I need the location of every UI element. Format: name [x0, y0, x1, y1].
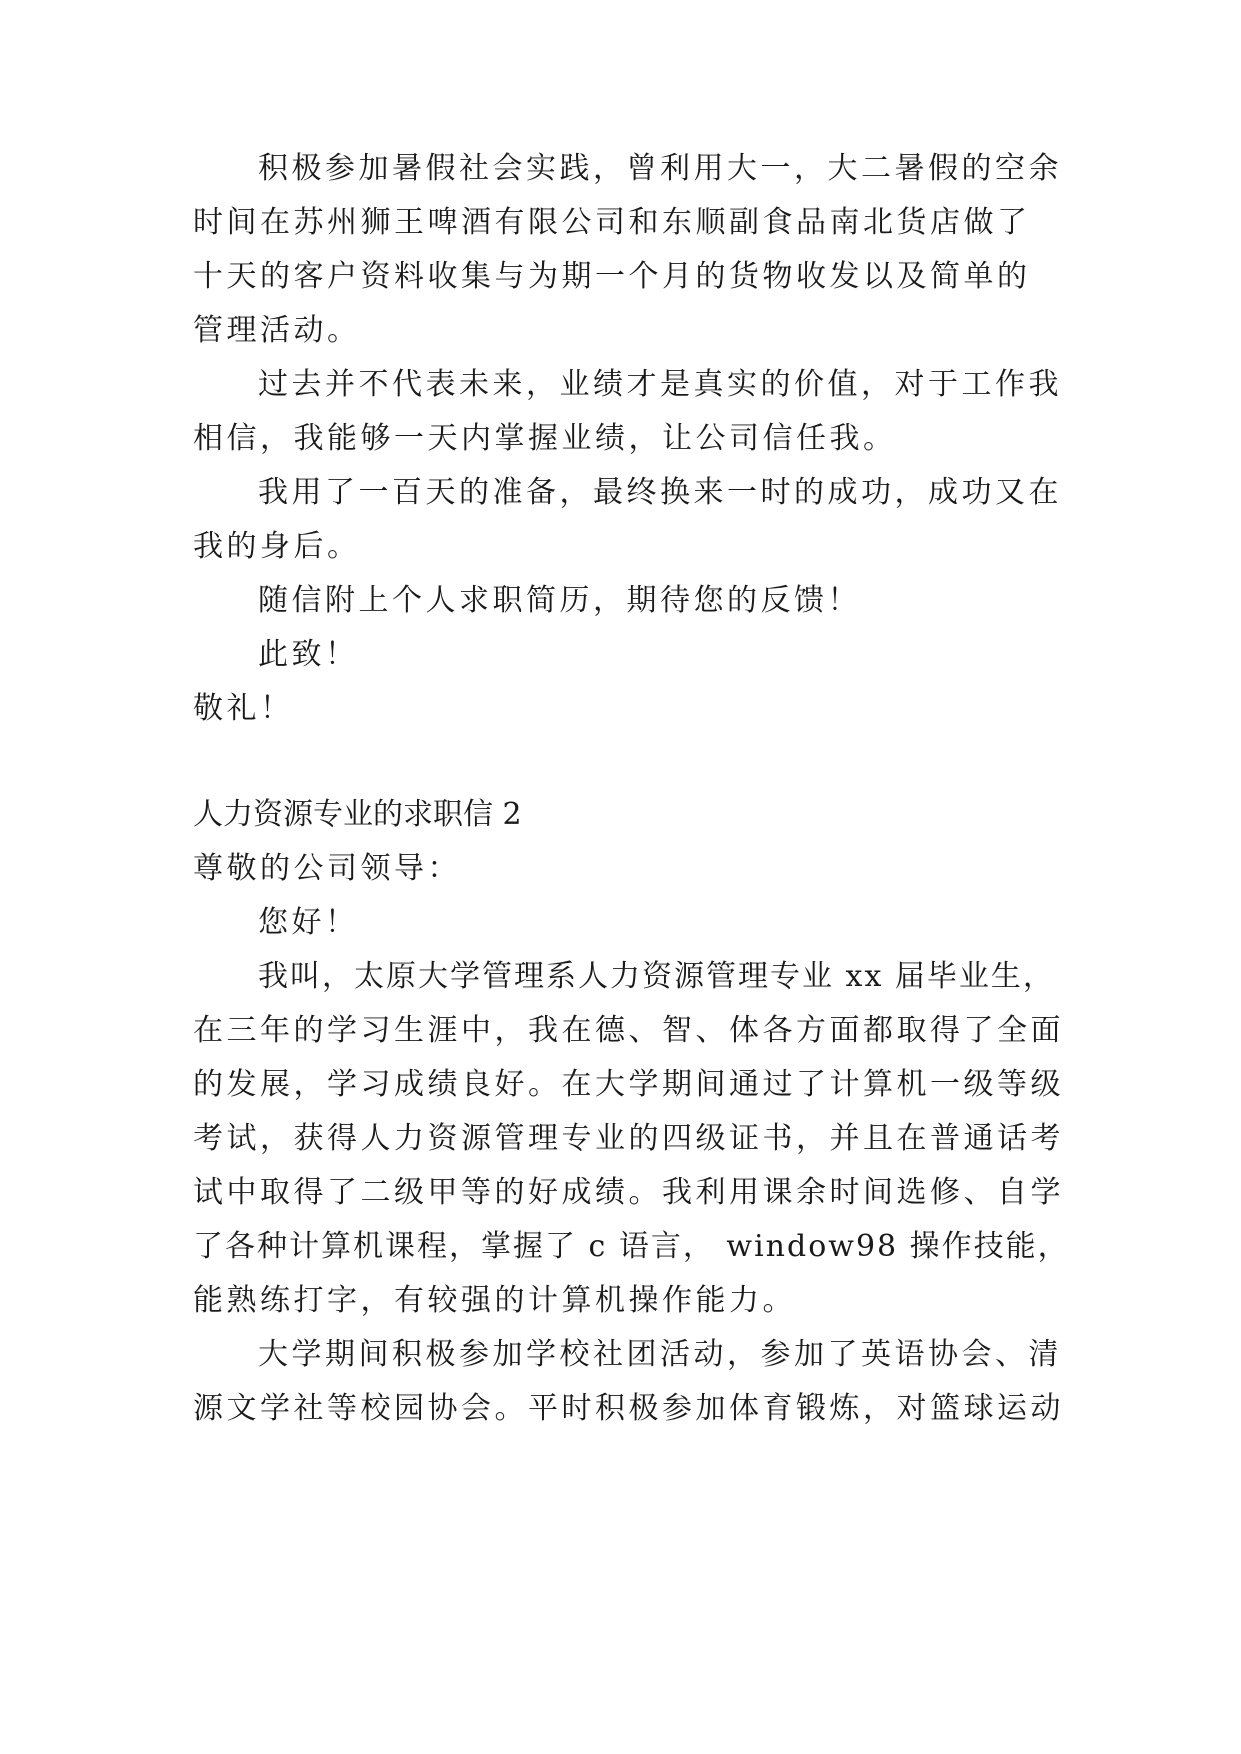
paragraph-line: 在三年的学习生涯中，我在德、智、体各方面都取得了全面 [193, 1013, 1064, 1048]
closing-line: 敬礼！ [193, 691, 294, 726]
paragraph-line: 了各种计算机课程，掌握了 c 语言， window98 操作技能， [193, 1229, 1070, 1264]
paragraph-line: 十天的客户资料收集与为期一个月的货物收发以及简单的 [193, 259, 1031, 294]
paragraph-line: 试中取得了二级甲等的好成绩。我利用课余时间选修、自学 [193, 1175, 1064, 1210]
paragraph-line: 大学期间积极参加学校社团活动，参加了英语协会、清 [258, 1337, 1062, 1372]
greeting: 您好！ [258, 905, 359, 940]
paragraph-line: 积极参加暑假社会实践，曾利用大一，大二暑假的空余 [258, 151, 1062, 186]
section-title: 人力资源专业的求职信 2 [193, 797, 522, 832]
paragraph-line: 时间在苏州狮王啤酒有限公司和东顺副食品南北货店做了 [193, 205, 1031, 240]
paragraph-line: 随信附上个人求职简历，期待您的反馈！ [258, 583, 861, 618]
paragraph-line: 我的身后。 [193, 529, 361, 564]
paragraph-line: 管理活动。 [193, 313, 361, 348]
paragraph-line: 相信，我能够一天内掌握业绩，让公司信任我。 [193, 421, 897, 456]
paragraph-line: 的发展，学习成绩良好。在大学期间通过了计算机一级等级 [193, 1067, 1064, 1102]
paragraph-line: 我叫，太原大学管理系人力资源管理专业 xx 届毕业生， [258, 959, 1055, 994]
closing-line: 此致！ [258, 637, 359, 672]
paragraph-line: 考试，获得人力资源管理专业的四级证书，并且在普通话考 [193, 1121, 1064, 1156]
paragraph-line: 源文学社等校园协会。平时积极参加体育锻炼，对篮球运动 [193, 1391, 1064, 1426]
paragraph-line: 能熟练打字，有较强的计算机操作能力。 [193, 1283, 796, 1318]
paragraph-line: 过去并不代表未来，业绩才是真实的价值，对于工作我 [258, 367, 1062, 402]
salutation: 尊敬的公司领导： [193, 851, 461, 886]
paragraph-line: 我用了一百天的准备，最终换来一时的成功，成功又在 [258, 475, 1062, 510]
